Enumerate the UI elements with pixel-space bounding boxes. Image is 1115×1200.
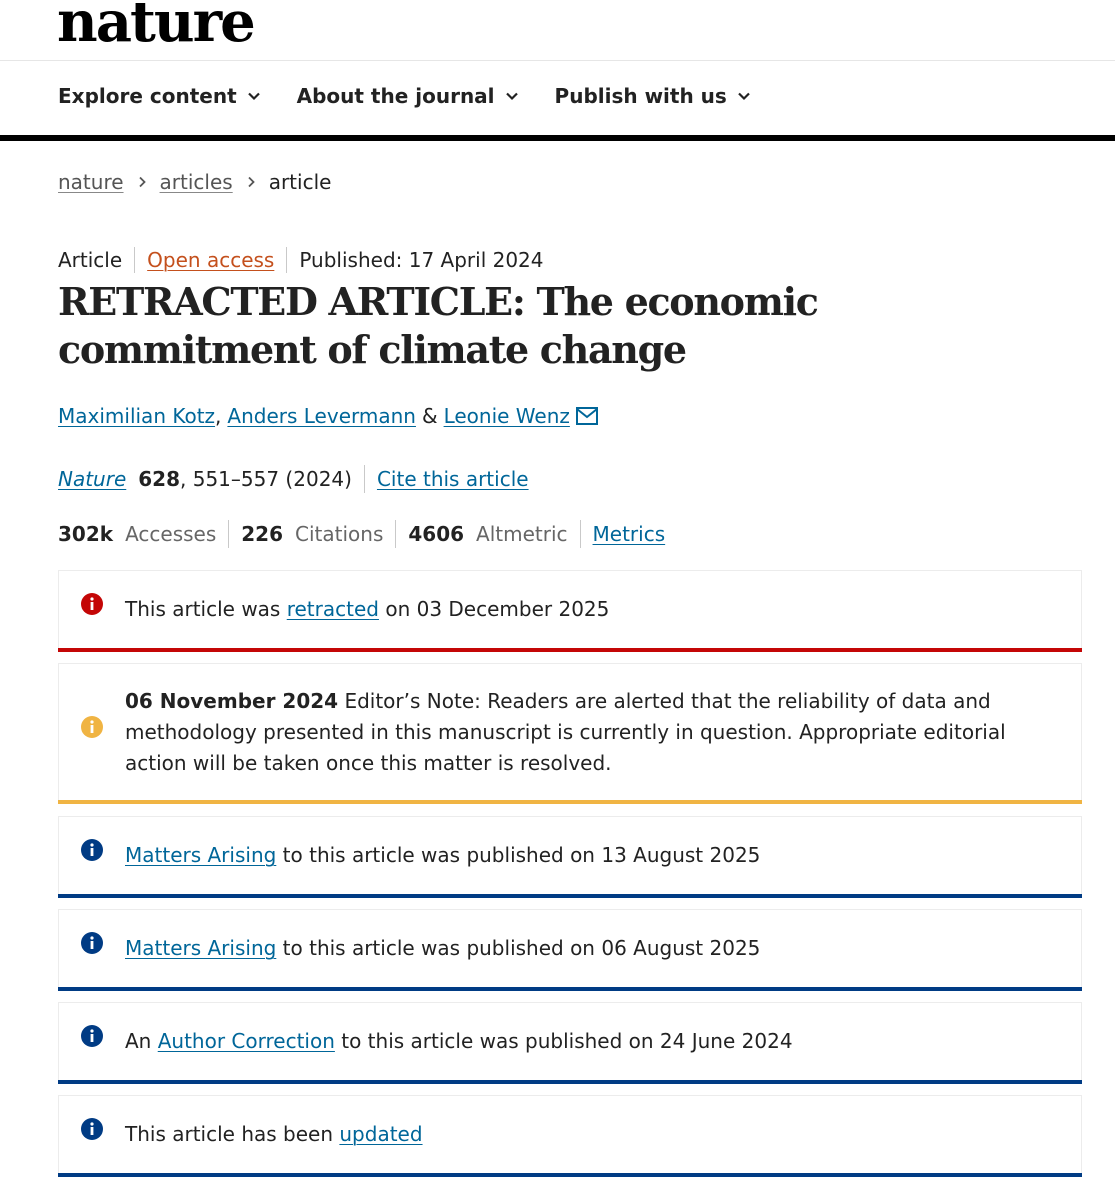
matters-arising-link[interactable]: Matters Arising: [125, 843, 277, 867]
chevron-down-icon: [505, 89, 519, 103]
main-nav: [58, 84, 751, 108]
metrics-divider: [580, 520, 581, 548]
journal-pages: , 551–557 (2024): [180, 467, 352, 491]
metrics-divider: [395, 520, 396, 548]
matters-arising-notice: [58, 909, 1082, 991]
notice-bar: [58, 800, 1082, 804]
nav-label: About the journal: [296, 84, 495, 108]
notice-bar: [58, 648, 1082, 652]
notice-text-post: to this article was published on 06 August 2025: [276, 936, 761, 960]
info-icon: [81, 932, 103, 954]
notice-text: [125, 1026, 1041, 1057]
retraction-notice: [58, 570, 1082, 652]
author-list: [58, 404, 598, 428]
notice-bar: [58, 1173, 1082, 1177]
notice-text-pre: This article was: [125, 597, 287, 621]
editor-note-date: 06 November 2024: [125, 689, 339, 713]
notice-bar: [58, 894, 1082, 898]
matters-arising-link[interactable]: Matters Arising: [125, 936, 277, 960]
nav-about-the-journal[interactable]: [297, 84, 519, 108]
retracted-link[interactable]: retracted: [286, 597, 379, 621]
citations-label: Citations: [295, 522, 384, 546]
notice-text-pre: This article has been: [125, 1122, 340, 1146]
notice-bar: [58, 987, 1082, 991]
author-correction-notice: [58, 1002, 1082, 1084]
header-divider: [0, 60, 1115, 61]
nature-logo[interactable]: nature: [57, 0, 254, 55]
citations-count: 226: [241, 522, 284, 546]
cite-this-article-link[interactable]: Cite this article: [376, 467, 529, 491]
chevron-right-icon: [245, 176, 257, 188]
notice-text: [125, 933, 1041, 964]
nav-label: Publish with us: [554, 84, 727, 108]
nav-label: Explore content: [58, 84, 237, 108]
editor-note-notice: [58, 663, 1082, 804]
update-notice: [58, 1095, 1082, 1177]
nav-publish-with-us[interactable]: [555, 84, 751, 108]
nav-divider: [0, 135, 1115, 141]
breadcrumb-current: article: [268, 170, 332, 194]
chevron-down-icon: [247, 89, 261, 103]
accesses-label: Accesses: [125, 522, 217, 546]
meta-divider: [134, 247, 135, 273]
article-type: Article: [58, 248, 123, 272]
notice-bar: [58, 1080, 1082, 1084]
notice-text-post: on 03 December 2025: [378, 597, 610, 621]
info-icon: [81, 716, 103, 738]
altmetric-score: 4606: [408, 522, 465, 546]
journal-volume: 628: [138, 467, 181, 491]
alert-icon: [81, 593, 103, 615]
nav-explore-content[interactable]: [58, 84, 261, 108]
article-meta: [58, 247, 544, 273]
breadcrumb: [58, 170, 331, 194]
info-icon: [81, 1118, 103, 1140]
accesses-count: 302k: [58, 522, 114, 546]
notice-text-post: to this article was published on 24 June 2024: [334, 1029, 793, 1053]
breadcrumb-nature[interactable]: nature: [58, 170, 124, 194]
open-access-link[interactable]: Open access: [147, 248, 275, 272]
author-correction-link[interactable]: Author Correction: [157, 1029, 335, 1053]
info-icon: [81, 1025, 103, 1047]
chevron-right-icon: [136, 176, 148, 188]
journal-link[interactable]: Nature: [58, 467, 127, 491]
email-icon[interactable]: [576, 407, 598, 425]
metrics-link[interactable]: Metrics: [592, 522, 666, 546]
citation-line: [58, 465, 529, 493]
metrics-divider: [228, 520, 229, 548]
notice-text-pre: An: [125, 1029, 158, 1053]
matters-arising-notice: [58, 816, 1082, 898]
notice-text: [125, 840, 1041, 871]
author-link[interactable]: Leonie Wenz: [443, 404, 570, 428]
info-icon: [81, 839, 103, 861]
article-metrics: [58, 520, 665, 548]
notice-text: [125, 1119, 1041, 1150]
notice-text: [125, 594, 1041, 625]
notice-text: [125, 686, 1041, 779]
editor-note-text: Editor’s Note: Readers are alerted that the reliability of data and methodology presented in this manuscript is currently in question. Appropriate editorial action will be taken once this matter is resolved.: [125, 689, 1006, 775]
updated-link[interactable]: updated: [339, 1122, 423, 1146]
meta-divider: [364, 465, 365, 493]
altmetric-label: Altmetric: [476, 522, 568, 546]
page-title: RETRACTED ARTICLE: The economic commitment of climate change: [58, 279, 818, 372]
breadcrumb-articles[interactable]: articles: [159, 170, 233, 194]
author-separator: &: [421, 404, 438, 428]
author-link[interactable]: Maximilian Kotz: [58, 404, 216, 428]
author-separator: ,: [215, 404, 222, 428]
author-link[interactable]: Anders Levermann: [227, 404, 416, 428]
published-date: Published: 17 April 2024: [299, 248, 544, 272]
meta-divider: [286, 247, 287, 273]
chevron-down-icon: [737, 89, 751, 103]
notice-text-post: to this article was published on 13 August 2025: [276, 843, 761, 867]
